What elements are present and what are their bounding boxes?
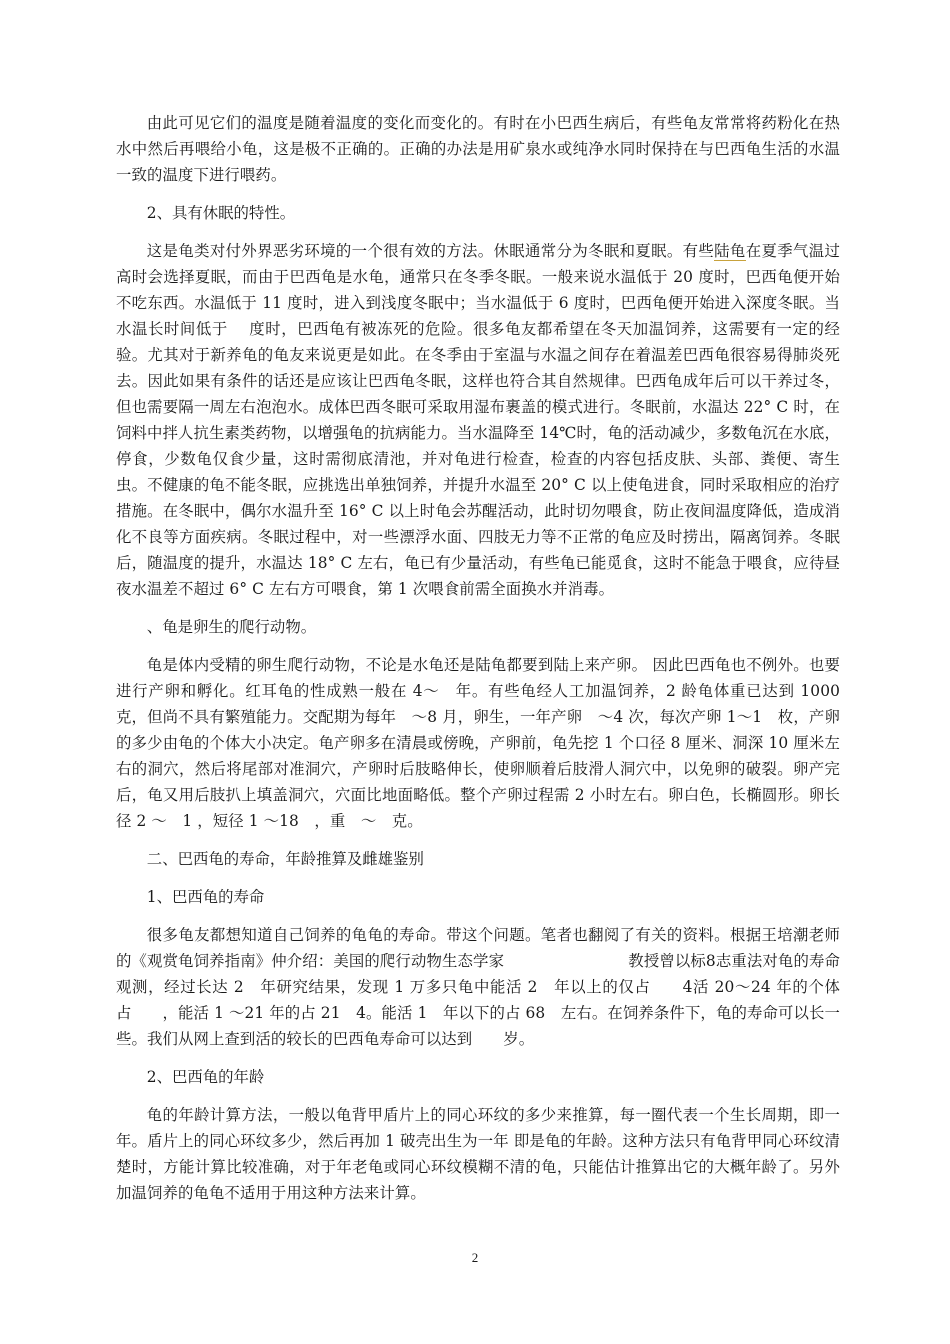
paragraph-lifespan: 很多龟友都想知道自己饲养的龟龟的寿命。带这个问题。笔者也翻阅了有关的资料。根据王培潮老师的《观赏龟饲养指南》仲介绍：美国的爬行动物生态学家 教授曾以标8志重法对龟的寿命观测，经过长达 2 年研究结果，发现 1 万多只龟中能活 2 年以上的仅占 4活 20～24 年的个体占 ，能活 1 ～21 年的占 21 4。能活 1 年以下的占 68 左右。在饲养条件下，龟的寿命可以长一些。我们从网上查到活的较长的巴西龟寿命可以达到 岁。	[116, 926, 840, 1048]
paragraph-age: 龟的年龄计算方法，一般以龟背甲盾片上的同心环纹的多少来推算，每一圈代表一个生长周期，即一年。盾片上的同心环纹多少，然后再加 1 破壳出生为一年 即是龟的年龄。这种方法只有龟背甲同心环纹清楚时，方能计算比较准确，对于年老龟或同心环纹模糊不清的龟，只能估计推算出它的大概年龄了。另外加温饲养的龟龟不适用于用这种方法来计算。	[116, 1106, 840, 1202]
heading-lifespan: 1、巴西龟的寿命	[146, 888, 265, 906]
heading-age: 2、巴西龟的年龄	[146, 1068, 265, 1086]
paragraph-oviparous: 龟是体内受精的卵生爬行动物，不论是水龟还是陆龟都要到陆上来产卵。 因此巴西龟也不例外。也要进行产卵和孵化。红耳龟的性成熟一般在 4～ 年。有些龟经人工加温饲养，2 龄龟体重已达到 1000 克，但尚不具有繁殖能力。交配期为每年 ～8 月，卵生，一年产卵 ～4 次，每次产卵 1～1 枚，产卵的多少由龟的个体大小决定。龟产卵多在清晨或傍晚，产卵前，龟先挖 1 个口径 8 厘米、洞深 10 厘米左右的洞穴，然后将尾部对准洞穴，产卵时后肢略伸长，使卵顺着后肢滑人洞穴中，以免卵的破裂。卵产完后，龟又用后肢扒上填盖洞穴，穴面比地面略低。整个产卵过程需 2 小时左右。卵白色，长椭圆形。卵长径 2 ～ 1 ，短径 1 ～18 ，重 ～ 克。	[116, 656, 840, 830]
heading-hibernation: 2、具有休眠的特性。	[146, 204, 296, 222]
hibernation-text-after: 在夏季气温过高时会选择夏眠，而由于巴西龟是水龟，通常只在冬季冬眠。一般来说水温低于 20 度时，巴西龟便开始不吃东西。水温低于 11 度时，进入到浅度冬眠中；当水温低于 6 度时，巴西龟便开始进入深度冬眠。当水温长时间低于 度时，巴西龟有被冻死的危险。很多龟友都希望在冬天加温饲养，这需要有一定的经验。尤其对于新养龟的龟友来说更是如此。在冬季由于室温与水温之间存在着温差巴西龟很容易得肺炎死去。因此如果有条件的话还是应该让巴西龟冬眠，这样也符合其自然规律。巴西龟成年后可以干养过冬，但也需要隔一周左右泡泡水。成体巴西冬眠可采取用湿布裹盖的模式进行。冬眠前，水温达 22° C 时，在饲料中拌人抗生素类药物，以增强龟的抗病能力。当水温降至 14℃时，龟的活动减少，多数龟沉在水底，停食，少数龟仅食少量，这时需彻底清池，并对龟进行检查，检查的内容包括皮肤、头部、粪便、寄生虫。不健康的龟不能冬眠，应挑选出单独饲养，并提升水温至 20° C 以上使龟进食，同时采取相应的治疗措施。在冬眠中，偶尔水温升至 16° C 以上时龟会苏醒活动，此时切勿喂食，防止夜间温度降低，造成消化不良等方面疾病。冬眠过程中，对一些漂浮水面、四肢无力等不正常的龟应及时捞出，隔离饲养。冬眠后，随温度的提升，水温达 18° C 左右，龟已有少量活动，有些龟已能觅食，这时不能急于喂食，应待昼夜水温差不超过 6° C 左右方可喂食，第 1 次喂食前需全面换水并消毒。	[116, 242, 840, 598]
document-body	[116, 110, 840, 1206]
paragraph-temperature: 由此可见它们的温度是随着温度的变化而变化的。有时在小巴西生病后，有些龟友常常将药粉化在热水中然后再喂给小龟，这是极不正确的。正确的办法是用矿泉水或纯净水同时保持在与巴西龟生活的水温一致的温度下进行喂药。	[116, 114, 840, 184]
hibernation-text-before: 这是龟类对付外界恶劣环境的一个很有效的方法。休眠通常分为冬眠和夏眠。有些	[146, 242, 715, 260]
page-number: 2	[471, 1250, 479, 1265]
underlined-term: 陆龟	[714, 242, 746, 260]
heading-lifespan-section: 二、巴西龟的寿命，年龄推算及雌雄鉴别	[146, 850, 424, 868]
paragraph-hibernation	[116, 238, 840, 602]
heading-oviparous: 、龟是卵生的爬行动物。	[146, 618, 317, 636]
